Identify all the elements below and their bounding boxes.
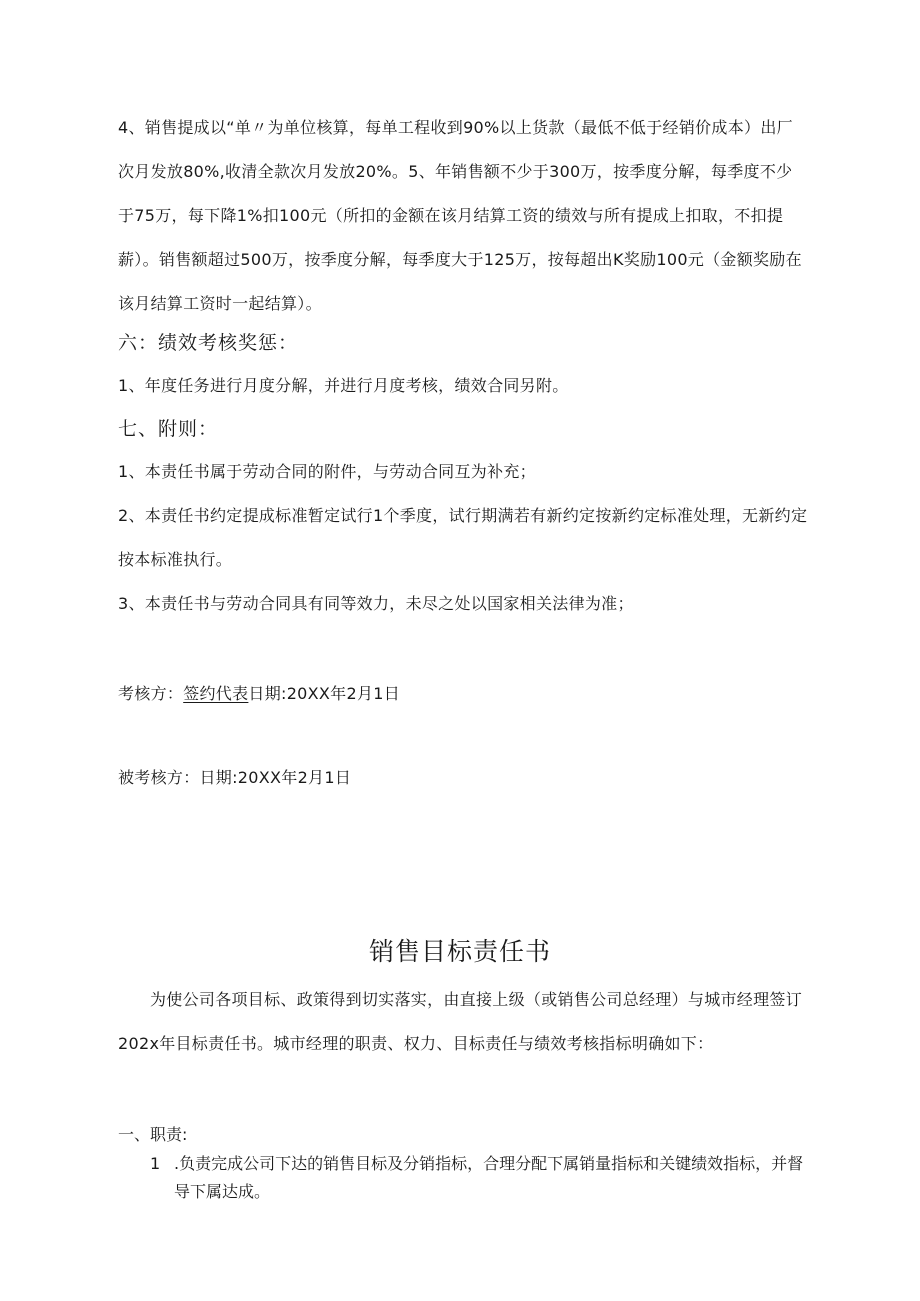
intro-paragraph: 为使公司各项目标、政策得到切实落实，由直接上级（或销售公司总经理）与城市经理签订202x年目标责任书。城市经理的职责、权力、目标责任与绩效考核指标明确如下：	[118, 990, 803, 1053]
signing-representative: 签约代表	[183, 684, 249, 703]
document-title: 销售目标责任书	[368, 937, 551, 966]
heading-supplementary-provisions: 七、附则：	[118, 418, 219, 440]
assessor-date: 日期:20XX年2月1日	[248, 684, 401, 703]
signature-line-assessor	[118, 681, 400, 704]
section6-item-1: 1、年度任务进行月度分解，并进行月度考核，绩效合同另附。	[118, 376, 569, 395]
commission-paragraph: 4、销售提成以“单〃为单位核算，每单工程收到90%以上货款（最低不低于经销价成本）出厂次月发放80%,收清全款次月发放20%。5、年销售额不少于300万，按季度分解，每季度不少于75万，每下降1%扣100元（所扣的金额在该月结算工资的绩效与所有提成上扣取，不扣提薪）。销售额超过500万，按季度分解，每季度大于125万，按每超出K奖励100元（金额奖励在该月结算工资时一起结算）。	[118, 118, 802, 313]
heading-performance-rewards: 六：绩效考核奖惩：	[118, 332, 299, 354]
section6	[118, 322, 808, 626]
duty-item-text: .负责完成公司下达的销售目标及分销指标，合理分配下属销量指标和关键绩效指标，并督导下属达成。	[174, 1154, 804, 1201]
assessee-text: 被考核方：日期:20XX年2月1日	[118, 768, 352, 787]
section7-item-1: 1、本责任书属于劳动合同的附件，与劳动合同互为补充；	[118, 462, 536, 481]
duty-item-1	[150, 1150, 810, 1206]
assessor-label: 考核方：	[118, 684, 184, 703]
section5-continuation	[118, 106, 808, 326]
section7-item-2: 2、本责任书约定提成标准暂定试行1个季度，试行期满若有新约定按新约定标准处理，无新约定按本标准执行。	[118, 506, 808, 569]
section-duties-heading: 一、职责:	[118, 1125, 188, 1144]
signature-line-assessee	[118, 765, 351, 788]
section7-item-3: 3、本责任书与劳动合同具有同等效力，未尽之处以国家相关法律为准；	[118, 594, 634, 613]
duty-item-number: 1	[150, 1154, 161, 1173]
